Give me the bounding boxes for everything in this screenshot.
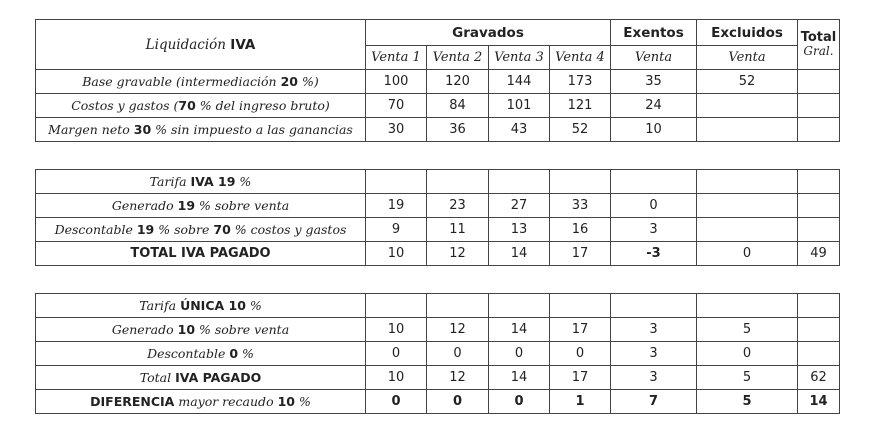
cell: 10 [366, 318, 427, 342]
cell: 11 [427, 218, 489, 242]
cell: 23 [427, 194, 489, 218]
table-row [36, 194, 840, 218]
table-row [36, 366, 840, 390]
cell [489, 170, 550, 194]
cell: 144 [489, 70, 550, 94]
sub-header: Venta 3 [489, 46, 550, 70]
table-row [36, 294, 840, 318]
cell: 27 [489, 194, 550, 218]
sub-header: Venta 1 [366, 46, 427, 70]
row-label: Margen neto 30 % sin impuesto a las ganancias [36, 118, 366, 142]
cell: 14 [489, 366, 550, 390]
cell: 0 [697, 342, 798, 366]
cell: 5 [697, 318, 798, 342]
total-iva-pagado-row [36, 242, 840, 266]
row-label: Total IVA PAGADO [36, 366, 366, 390]
table-row [36, 342, 840, 366]
total-iva-pagado-label: TOTAL IVA PAGADO [36, 242, 366, 266]
cell [798, 318, 840, 342]
table-row [36, 94, 840, 118]
row-label: Base gravable (intermediación 20 %) [36, 70, 366, 94]
cell: 24 [611, 94, 697, 118]
row-label: Descontable 19 % sobre 70 % costos y gastos [36, 218, 366, 242]
tarifa-iva-19-header: Tarifa IVA 19 % [36, 170, 366, 194]
cell: 13 [489, 218, 550, 242]
table-row [36, 118, 840, 142]
cell: 12 [427, 366, 489, 390]
cell: 0 [489, 390, 550, 414]
cell: 0 [489, 342, 550, 366]
row-label: Costos y gastos (70 % del ingreso bruto) [36, 94, 366, 118]
cell [697, 170, 798, 194]
cell: 100 [366, 70, 427, 94]
table-row [36, 170, 840, 194]
cell [798, 118, 840, 142]
cell: -3 [611, 242, 697, 266]
tarifa-unica-10-header: Tarifa ÚNICA 10 % [36, 294, 366, 318]
cell: 5 [697, 390, 798, 414]
cell: 70 [366, 94, 427, 118]
cell [697, 218, 798, 242]
table-row [36, 318, 840, 342]
cell: 14 [489, 318, 550, 342]
cell: 36 [427, 118, 489, 142]
cell: 0 [611, 194, 697, 218]
cell: 120 [427, 70, 489, 94]
row-label: Generado 19 % sobre venta [36, 194, 366, 218]
tarifa-unica-10-table [35, 293, 840, 414]
cell [550, 170, 611, 194]
cell [366, 170, 427, 194]
row-label: Descontable 0 % [36, 342, 366, 366]
cell: 30 [366, 118, 427, 142]
exentos-header: Exentos [611, 20, 697, 46]
liquidacion-iva-table [35, 19, 840, 142]
cell: 14 [489, 242, 550, 266]
cell [798, 294, 840, 318]
cell [798, 170, 840, 194]
cell: 12 [427, 242, 489, 266]
sub-header: Venta [611, 46, 697, 70]
cell: 52 [550, 118, 611, 142]
cell [798, 94, 840, 118]
cell: 7 [611, 390, 697, 414]
excluidos-header: Excluidos [697, 20, 798, 46]
cell: 9 [366, 218, 427, 242]
diferencia-label: DIFERENCIA mayor recaudo 10 % [36, 390, 366, 414]
cell: 0 [366, 342, 427, 366]
cell [798, 218, 840, 242]
cell: 62 [798, 366, 840, 390]
cell: 17 [550, 242, 611, 266]
cell: 0 [697, 242, 798, 266]
cell: 0 [550, 342, 611, 366]
cell: 52 [697, 70, 798, 94]
cell: 0 [427, 342, 489, 366]
diferencia-row [36, 390, 840, 414]
cell [550, 294, 611, 318]
cell [611, 294, 697, 318]
cell: 1 [550, 390, 611, 414]
cell: 17 [550, 318, 611, 342]
sub-header: Venta 2 [427, 46, 489, 70]
cell: 14 [798, 390, 840, 414]
cell: 17 [550, 366, 611, 390]
cell: 10 [611, 118, 697, 142]
cell: 33 [550, 194, 611, 218]
cell [697, 194, 798, 218]
cell: 16 [550, 218, 611, 242]
cell [798, 70, 840, 94]
cell: 3 [611, 318, 697, 342]
tarifa-iva-19-table [35, 169, 840, 266]
cell: 43 [489, 118, 550, 142]
cell [697, 294, 798, 318]
cell: 3 [611, 366, 697, 390]
cell [611, 170, 697, 194]
row-label: Generado 10 % sobre venta [36, 318, 366, 342]
cell: 84 [427, 94, 489, 118]
table-row [36, 218, 840, 242]
cell [366, 294, 427, 318]
total-general-header: Total Gral. [798, 20, 840, 70]
cell: 3 [611, 218, 697, 242]
sub-header: Venta 4 [550, 46, 611, 70]
gravados-header: Gravados [366, 20, 611, 46]
cell: 10 [366, 242, 427, 266]
cell [697, 118, 798, 142]
cell [489, 294, 550, 318]
cell: 173 [550, 70, 611, 94]
liquidacion-iva-title: Liquidación IVA [36, 20, 366, 70]
cell: 0 [427, 390, 489, 414]
cell [798, 194, 840, 218]
cell [427, 294, 489, 318]
cell: 49 [798, 242, 840, 266]
cell: 0 [366, 390, 427, 414]
cell: 12 [427, 318, 489, 342]
cell [427, 170, 489, 194]
cell: 101 [489, 94, 550, 118]
cell: 10 [366, 366, 427, 390]
cell: 35 [611, 70, 697, 94]
cell [798, 342, 840, 366]
cell: 19 [366, 194, 427, 218]
table-row [36, 70, 840, 94]
cell: 3 [611, 342, 697, 366]
cell [697, 94, 798, 118]
sub-header: Venta [697, 46, 798, 70]
cell: 121 [550, 94, 611, 118]
cell: 5 [697, 366, 798, 390]
